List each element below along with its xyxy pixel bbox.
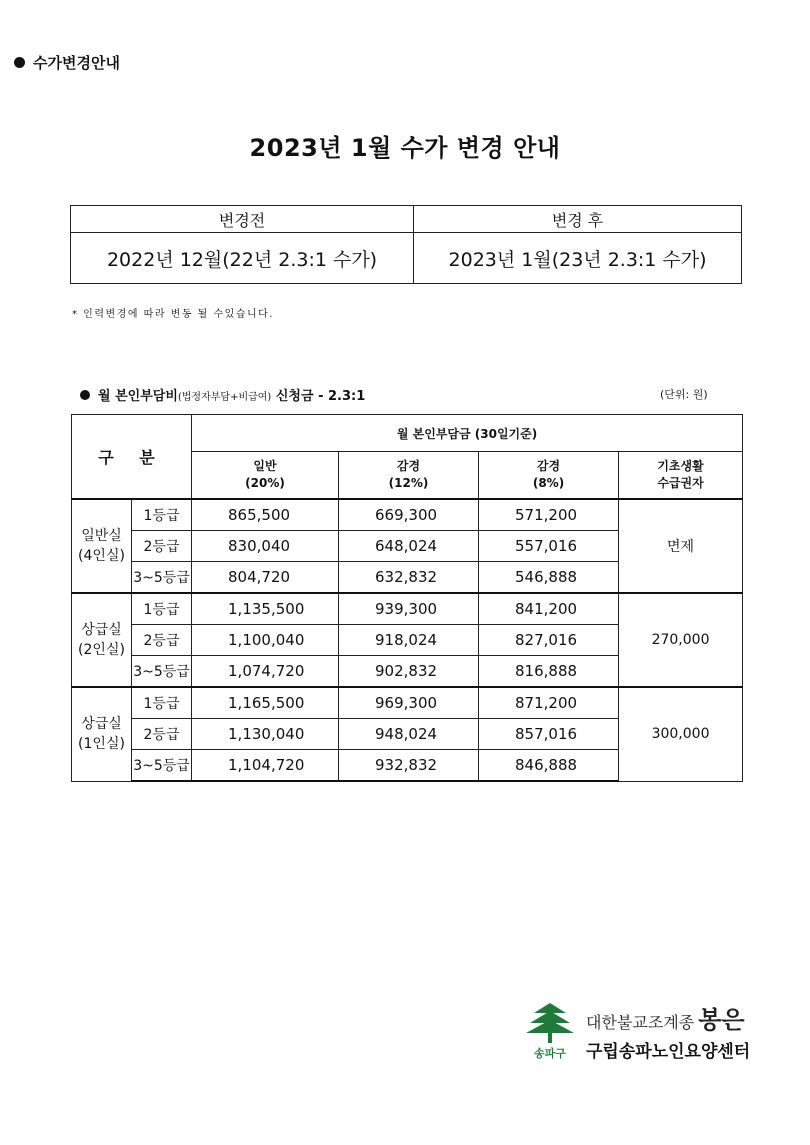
table-row bbox=[72, 687, 743, 719]
general-fee: 865,500 bbox=[192, 499, 339, 531]
grade-cell: 3~5등급 bbox=[132, 656, 192, 688]
table-row bbox=[72, 593, 743, 625]
bullet-icon bbox=[14, 57, 25, 68]
org-line1: 대한불교조계종 bbox=[586, 1013, 695, 1032]
room-type: 일반실 (4인실) bbox=[72, 499, 132, 593]
tree-icon bbox=[524, 1001, 576, 1045]
fee-heading-small: (법정자부담+비급여) bbox=[177, 392, 272, 403]
after-value: 2023년 1월(23년 2.3:1 수가) bbox=[414, 233, 742, 284]
group-header: 월 본인부담금 (30일기준) bbox=[192, 415, 743, 452]
general-fee: 1,165,500 bbox=[192, 687, 339, 719]
grade-cell: 3~5등급 bbox=[132, 562, 192, 594]
room-type: 상급실 (2인실) bbox=[72, 593, 132, 687]
reduced12-fee: 669,300 bbox=[339, 499, 479, 531]
column-header: 감경 (8%) bbox=[479, 452, 619, 500]
reduced8-fee: 546,888 bbox=[479, 562, 619, 594]
reduced12-fee: 969,300 bbox=[339, 687, 479, 719]
column-header: 감경 (12%) bbox=[339, 452, 479, 500]
fee-section-heading bbox=[80, 385, 365, 404]
change-table bbox=[70, 205, 742, 284]
reduced8-fee: 557,016 bbox=[479, 531, 619, 562]
grade-cell: 1등급 bbox=[132, 687, 192, 719]
gubun-header: 구 분 bbox=[72, 415, 192, 500]
unit-label: (단위: 원) bbox=[660, 388, 708, 401]
reduced12-fee: 632,832 bbox=[339, 562, 479, 594]
section-heading bbox=[14, 52, 120, 73]
reduced8-fee: 871,200 bbox=[479, 687, 619, 719]
reduced8-fee: 816,888 bbox=[479, 656, 619, 688]
fee-table bbox=[71, 414, 743, 782]
org-big: 봉은 bbox=[698, 1006, 745, 1034]
before-value: 2022년 12월(22년 2.3:1 수가) bbox=[71, 233, 414, 284]
basic-fee: 면제 bbox=[619, 499, 743, 593]
grade-cell: 2등급 bbox=[132, 625, 192, 656]
grade-cell: 3~5등급 bbox=[132, 750, 192, 782]
general-fee: 1,135,500 bbox=[192, 593, 339, 625]
reduced12-fee: 932,832 bbox=[339, 750, 479, 782]
column-header: 기초생활 수급권자 bbox=[619, 452, 743, 500]
after-label: 변경 후 bbox=[414, 206, 742, 233]
reduced8-fee: 827,016 bbox=[479, 625, 619, 656]
songpa-logo bbox=[524, 1001, 576, 1061]
reduced8-fee: 846,888 bbox=[479, 750, 619, 782]
section-heading-text: 수가변경안내 bbox=[33, 54, 120, 72]
reduced12-fee: 902,832 bbox=[339, 656, 479, 688]
grade-cell: 2등급 bbox=[132, 531, 192, 562]
reduced12-fee: 948,024 bbox=[339, 719, 479, 750]
note-text: * 인력변경에 따라 변동 될 수있습니다. bbox=[72, 309, 274, 320]
general-fee: 1,130,040 bbox=[192, 719, 339, 750]
table-row bbox=[72, 499, 743, 531]
general-fee: 804,720 bbox=[192, 562, 339, 594]
basic-fee: 300,000 bbox=[619, 687, 743, 781]
reduced12-fee: 648,024 bbox=[339, 531, 479, 562]
grade-cell: 2등급 bbox=[132, 719, 192, 750]
footer bbox=[524, 1000, 750, 1062]
fee-heading-rest: 신청금 - 2.3:1 bbox=[275, 389, 366, 404]
organization bbox=[586, 1000, 750, 1062]
reduced8-fee: 841,200 bbox=[479, 593, 619, 625]
general-fee: 1,104,720 bbox=[192, 750, 339, 782]
basic-fee: 270,000 bbox=[619, 593, 743, 687]
fee-heading-main: 월 본인부담비 bbox=[98, 389, 178, 404]
grade-cell: 1등급 bbox=[132, 499, 192, 531]
org-line2: 구립송파노인요양센터 bbox=[586, 1042, 751, 1062]
page-title: 2023년 1월 수가 변경 안내 bbox=[249, 134, 561, 162]
reduced8-fee: 571,200 bbox=[479, 499, 619, 531]
room-type: 상급실 (1인실) bbox=[72, 687, 132, 781]
reduced12-fee: 939,300 bbox=[339, 593, 479, 625]
general-fee: 1,074,720 bbox=[192, 656, 339, 688]
reduced12-fee: 918,024 bbox=[339, 625, 479, 656]
before-label: 변경전 bbox=[71, 206, 414, 233]
reduced8-fee: 857,016 bbox=[479, 719, 619, 750]
logo-text: 송파구 bbox=[534, 1047, 566, 1060]
grade-cell: 1등급 bbox=[132, 593, 192, 625]
bullet-icon bbox=[80, 390, 90, 400]
general-fee: 830,040 bbox=[192, 531, 339, 562]
general-fee: 1,100,040 bbox=[192, 625, 339, 656]
column-header: 일반 (20%) bbox=[192, 452, 339, 500]
